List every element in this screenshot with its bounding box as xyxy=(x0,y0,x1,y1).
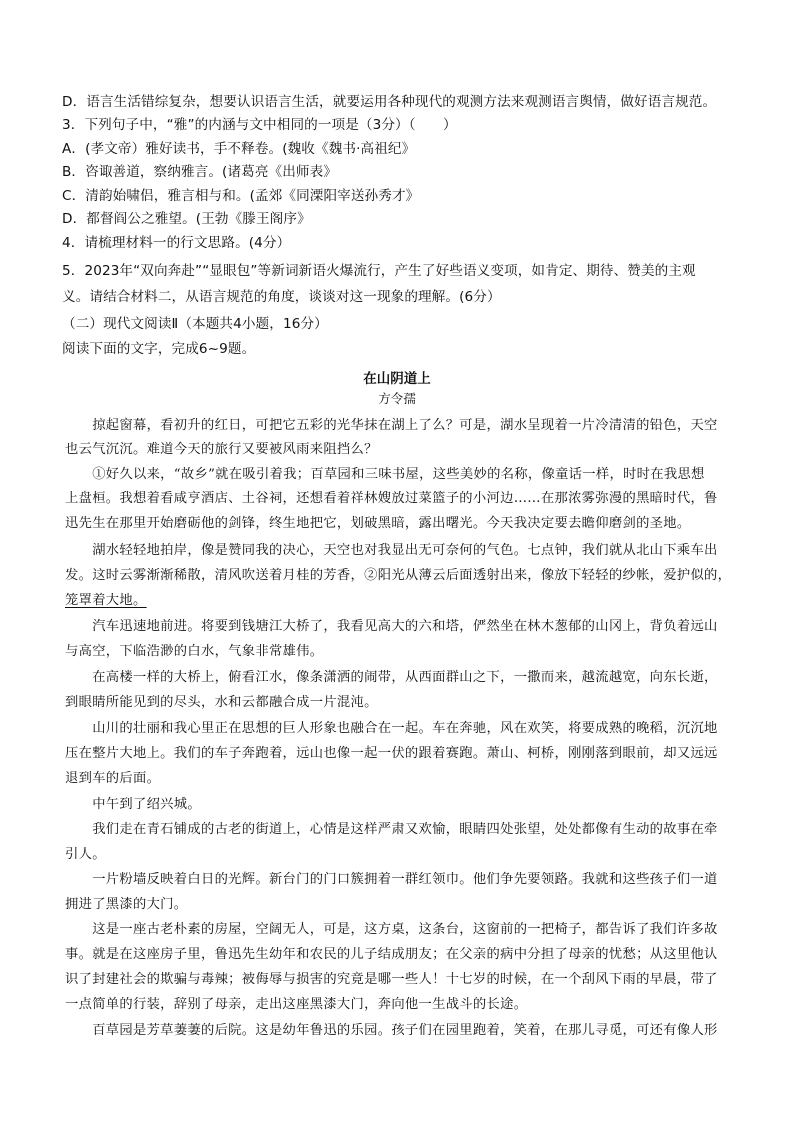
question-5-line-1: 5．2023年“双向奔赴”“显眼包”等新词新语火爆流行，产生了好些语义变项，如肯定、期待、赞美的主观 xyxy=(62,263,696,279)
article-line: 识了封建社会的欺骗与毒辣；被侮辱与损害的究竟是哪一些人！十七岁的时候，在一个刮风下雨的早晨，带了 xyxy=(65,972,718,987)
question-5-line-2: 义。请结合材料二，从语言规范的角度，谈谈对这一现象的理解。(6分） xyxy=(62,289,501,305)
article-line: 到眼睛所能见到的尽头，水和云都融合成一片混沌。 xyxy=(65,695,378,710)
article-line: 一片粉墙反映着白日的光辉。新台门的门口簇拥着一群红领巾。他们争先要领路。我就和这些孩子们一道 xyxy=(65,872,718,887)
article-line: 也云气沉沉。难道今天的旅行又要被风雨来阻挡么？ xyxy=(65,442,378,457)
question-4: 4．请梳理材料一的行文思路。(4分） xyxy=(62,235,291,251)
article-line: 我们走在青石铺成的古老的街道上，心情是这样严肃又欢愉，眼睛四处张望，处处都像有生动的故事在牵 xyxy=(65,822,718,837)
article-line-underlined: 笼罩着大地。 xyxy=(65,593,147,608)
section-heading: （二）现代文阅读Ⅱ（本题共4小题，16分） xyxy=(62,316,328,332)
article-line: 拥进了黑漆的大门。 xyxy=(65,897,188,912)
reading-instruction: 阅读下面的文字，完成6~9题。 xyxy=(62,341,256,357)
article-line: ①好久以来，“故乡”就在吸引着我；百草园和三味书屋，这些美妙的名称，像童话一样，时时在我思想 xyxy=(65,467,705,482)
article-line: 百草园是芳草萋萋的后院。这是幼年鲁迅的乐园。孩子们在园里跑着，笑着，在那儿寻觅，可还有像人形 xyxy=(65,1023,718,1038)
article-line: 压在整片大地上。我们的车子奔跑着，远山也像一起一伏的跟着赛跑。萧山、柯桥，刚刚落到眼前，却又远远 xyxy=(65,746,718,761)
article-line: 掠起窗幕，看初升的红日，可把它五彩的光华抹在湖上了么？可是，湖水呈现着一片冷清清的铅色，天空 xyxy=(65,418,718,433)
article-line: 汽车迅速地前进。将要到钱塘江大桥了，我看见高大的六和塔，俨然坐在林木葱郁的山冈上，背负着远山 xyxy=(65,619,718,634)
article-line: 退到车的后面。 xyxy=(65,771,161,786)
article-line: 事。就是在这座房子里，鲁迅先生幼年和农民的儿子结成朋友；在父亲的病中分担了母亲的忧愁；从这里他认 xyxy=(65,947,718,962)
article-author: 方令孺 xyxy=(378,391,416,406)
article-line: 在高楼一样的大桥上，俯看江水，像条潇洒的闹带，从西面群山之下，一撒而来，越流越宽，向东长逝， xyxy=(65,670,718,685)
article-line: 上盘桓。我想着看咸亨酒店、土谷祠，还想看着祥林嫂放过菜篮子的小河边……在那浓雾弥漫的黑暗时代，鲁 xyxy=(65,491,718,506)
option-c: C．清韵始啸侣，雅言相与和。(孟郊《同溧阳宰送孙秀才》 xyxy=(62,188,420,204)
article-line: 中午到了绍兴城。 xyxy=(65,797,201,812)
option-d: D．都督阎公之雅望。(王勃《滕王阁序》 xyxy=(62,211,311,227)
article-line: 山川的壮丽和我心里正在思想的巨人形象也融合在一起。车在奔驰，风在欢笑，将要成熟的晚稻，沉沉地 xyxy=(65,721,718,736)
option-d-statement: D．语言生活错综复杂，想要认识语言生活，就要运用各种现代的观测方法来观测语言舆情，做好语言规范。 xyxy=(62,94,717,110)
question-3: 3．下列句子中，“雅”的内涵与文中相同的一项是（3分）（ ） xyxy=(62,117,457,133)
article-line: 引人。 xyxy=(65,847,106,862)
option-b: B．咨诹善道，察纳雅言。(诸葛亮《出师表》 xyxy=(62,164,338,180)
article-line: 迅先生在那里开始磨砺他的剑锋，终生地把它，划破黑暗，露出曙光。今天我决定要去瞻仰磨剑的圣地。 xyxy=(65,516,691,531)
option-a: A．(孝文帝）雅好读书，手不释卷。(魏收《魏书·高祖纪》 xyxy=(62,141,416,157)
article-line: 湖水轻轻地拍岸，像是赞同我的决心，天空也对我显出无可奈何的气色。七点钟，我们就从北山下乘车出 xyxy=(65,543,718,558)
article-line: 一点简单的行装，辞别了母亲，走出这座黑漆大门，奔向他一生战斗的长途。 xyxy=(65,997,528,1012)
article-line: 这是一座古老朴素的房屋，空阔无人，可是，这方桌，这条台，这窗前的一把椅子，都告诉了我们许多故 xyxy=(65,922,718,937)
article-line: 与高空，下临浩渺的白水，气象非常雄伟。 xyxy=(65,644,324,659)
article-title: 在山阴道上 xyxy=(363,371,431,387)
article-line: 发。这时云雾渐渐稀散，清风吹送着月桂的芳香，②阳光从薄云后面透射出来，像放下轻轻的纱帐，爱护似的， xyxy=(65,568,732,583)
